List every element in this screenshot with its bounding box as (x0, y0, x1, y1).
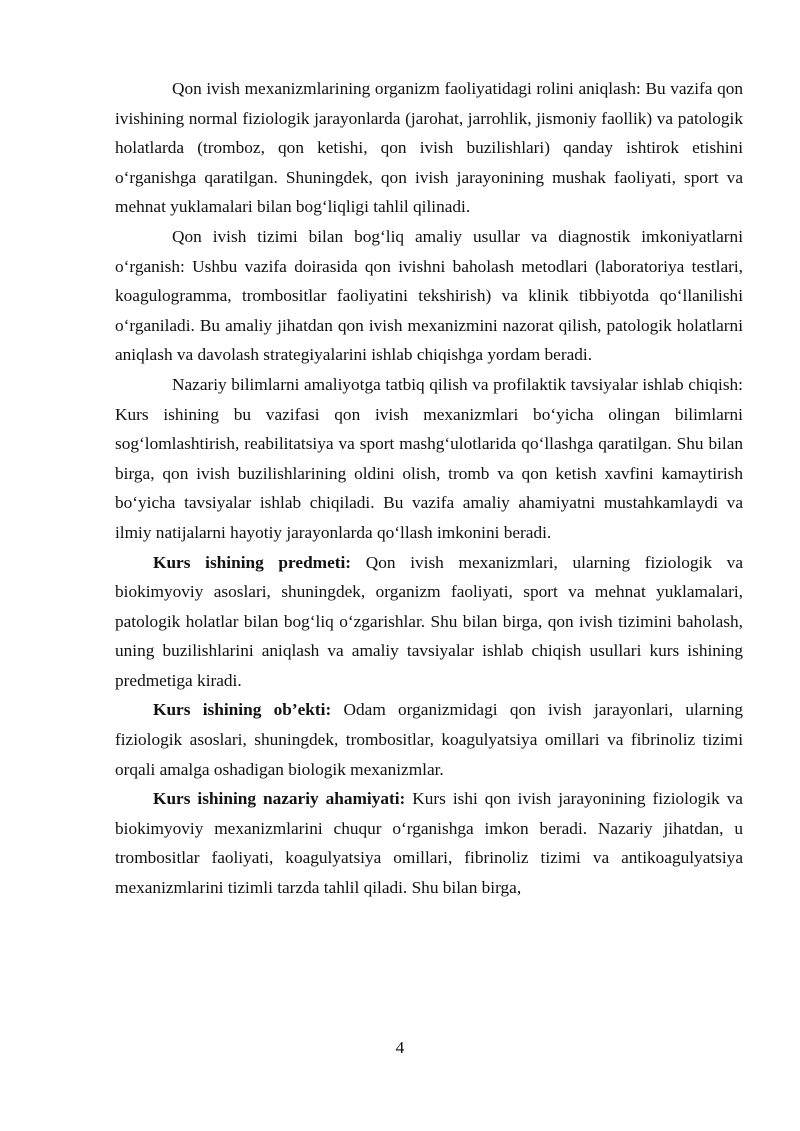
paragraph-text: Odam organizmidagi qon ivish jarayonlari, ularning fiziologik asoslari, shuningdek, trombositlar, koagulyatsiya omillari va fibrinoliz tizimi orqali amalga oshadigan biologik mexanizmlar. (115, 700, 743, 779)
paragraph-object (115, 695, 743, 784)
paragraph-task-methods (115, 222, 743, 370)
paragraph-text: Kurs ishi qon ivish jarayonining fiziologik va biokimyoviy mexanizmlarini chuqur o‘rganishga imkon beradi. Nazariy jihatdan, u trombositlar faoliyati, koagulyatsiya omillari, fibrinoliz tizimi va antikoagulyatsiya mexanizmlarini tizimli tarzda tahlil qiladi. Shu bilan birga, (115, 789, 743, 898)
paragraph-theoretical-significance (115, 784, 743, 902)
paragraph-task-role (115, 74, 743, 222)
paragraph-text: Qon ivish mexanizmlari, ularning fiziologik va biokimyoviy asoslari, shuningdek, organizm faoliyati, sport va mehnat yuklamalari, patologik holatlar bilan bog‘liq o‘zgarishlar. Shu bilan birga, qon ivish tizimini baholash, uning buzilishlarini aniqlash va amaliy tavsiyalar ishlab chiqish usullari kurs ishining predmetiga kiradi. (115, 552, 743, 690)
paragraph-text: Qon ivish mexanizmlarining organizm faoliyatidagi rolini aniqlash: Bu vazifa qon ivishining normal fiziologik jarayonlarda (jarohat, jarrohlik, jismoniy faollik) va patologik holatlarda (tromboz, qon ketishi, qon ivish buzilishlari) qanday ishtirok etishini o‘rganishga qaratilgan. Shuningdek, qon ivish jarayonining mushak faoliyati, sport va mehnat yuklamalari bilan bog‘liqligi tahlil qilinadi. (115, 79, 743, 217)
paragraph-heading: Kurs ishining ob’ekti: (153, 700, 332, 720)
paragraph-heading: Kurs ishining predmeti: (153, 552, 352, 572)
paragraph-task-application (115, 370, 743, 548)
paragraph-heading: Kurs ishining nazariy ahamiyati: (153, 789, 406, 809)
page-number: 4 (395, 1038, 405, 1057)
paragraph-text: Qon ivish tizimi bilan bog‘liq amaliy usullar va diagnostik imkoniyatlarni o‘rganish: Ushbu vazifa doirasida qon ivishni baholash metodlari (laboratoriya testlari, koagulogramma, trombositlar faoliyatini tekshirish) va klinik tibbiyotda qo‘llanilishi o‘rganiladi. Bu amaliy jihatdan qon ivish mexanizmini nazorat qilish, patologik holatlarni aniqlash va davolash strategiyalarini ishlab chiqishga yordam beradi. (115, 226, 743, 365)
paragraph-subject (115, 548, 743, 696)
page-body (115, 74, 743, 903)
paragraph-text: Nazariy bilimlarni amaliyotga tatbiq qilish va profilaktik tavsiyalar ishlab chiqish: Kurs ishining bu vazifasi qon ivish mexanizmlari bo‘yicha olingan bilimlarni sog‘lomlashtirish, reabilitatsiya va sport mashg‘ulotlarida qo‘llashga qaratilgan. Shu bilan birga, qon ivish buzilishlarining oldini olish, tromb va qon ketish xavfini kamaytirish bo‘yicha tavsiyalar ishlab chiqiladi. Bu vazifa amaliy ahamiyatni mustahkamlaydi va ilmiy natijalarni hayotiy jarayonlarda qo‘llash imkonini beradi. (115, 374, 743, 542)
